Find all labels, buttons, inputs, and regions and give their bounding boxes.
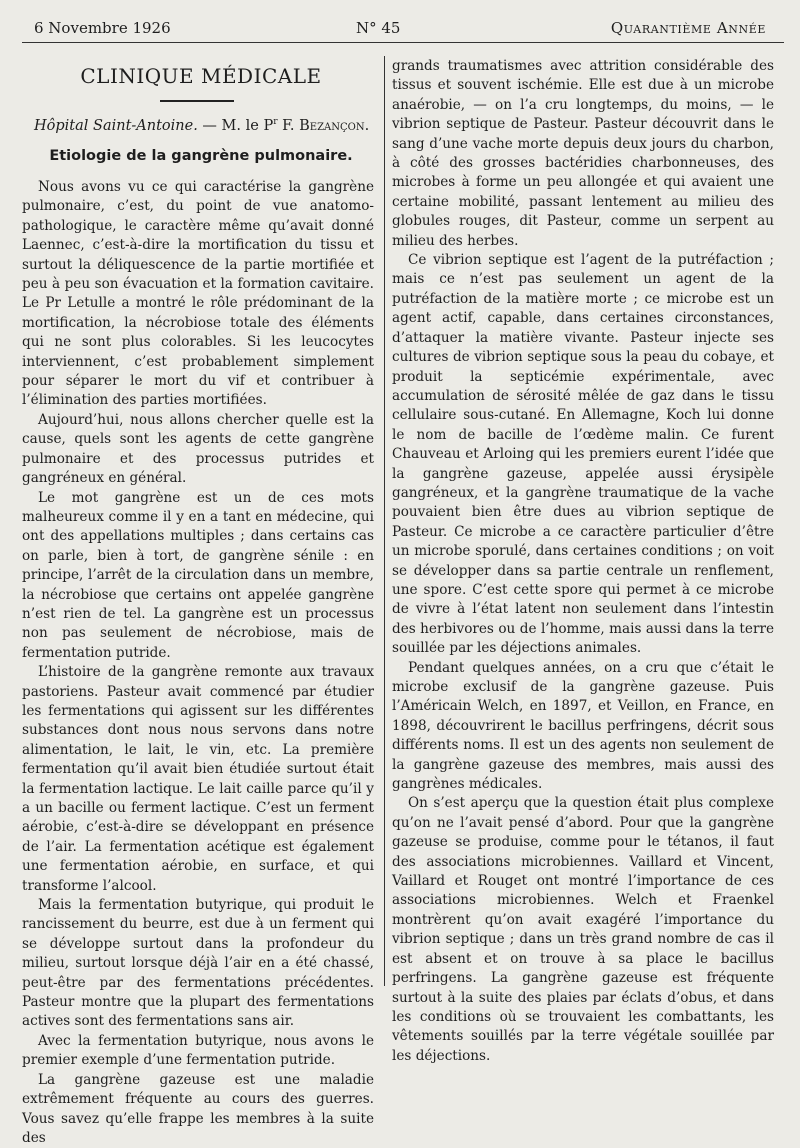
paragraph: Avec la fermentation butyrique, nous avons le premier exemple d’une fermentation putride.	[22, 1032, 374, 1069]
column-divider	[384, 56, 385, 986]
header-issue-number: N° 45	[356, 19, 401, 37]
paragraph: La gangrène gazeuse est une maladie extrêmement fréquente au cours des guerres. Vous savez qu’elle frappe les membres à la suite des	[22, 1071, 374, 1146]
paragraph: Nous avons vu ce qui caractérise la gangrène pulmonaire, c’est, du point de vue anatomo-pathologique, le caractère même qu’avait donné Laennec, c’est-à-dire la mortification du tissu et surtout la déliquescence de la partie mortifiée et peu à peu son évacuation et la formation cavitaire. Le Pr Letulle a montré le rôle prédominant de la mortification, la nécrobiose totale des éléments qui ne sont plus colorables. Si les leucocytes interviennent, c’est probablement simplement pour séparer le mort du vif et contribuer à l’élimination des parties mortifiées.	[22, 179, 374, 409]
paragraph: grands traumatismes avec attrition considérable des tissus et souvent ischémie. Elle est due à un microbe anaérobie, — on l’a cru longtemps, du moins, — le vibrion septique de Pasteur. Pasteur découvrit dans le sang d’une vache morte depuis deux jours du charbon, à côté des grosses bactéridies charbonneuses, des microbes à forme un peu allongée et qui avaient une certaine mobilité, passant lentement au milieu des globules rouges, dit Pasteur, comme un serpent au milieu des herbes.	[392, 58, 774, 249]
page-header	[0, 14, 800, 44]
byline-title-sup: r	[273, 117, 278, 127]
header-year: Quarantième Année	[610, 19, 766, 37]
paragraph: On s’est aperçu que la question était plus complexe qu’on ne l’avait pensé d’abord. Pour que la gangrène gazeuse se produise, comme pour le tétanos, il faut des associations microbiennes. Vaillard et Vincent, Vaillard et Rouget ont montré l’importance de ces associations microbiennes. Welch et Fraenkel montrèrent qu’on avait exagéré l’importance du vibrion septique ; dans un très grand nombre de cas il est absent et on trouve à sa place le bacillus perfringens. La gangrène gazeuse est fréquente surtout à la suite des plaies par éclats d’obus, et dans les conditions où se trouvaient les combattants, les vêtements souillés par la terre végétale souillée par les déjections.	[392, 795, 774, 1064]
section-title: CLINIQUE MÉDICALE	[80, 64, 322, 88]
paragraph: Mais la fermentation butyrique, qui produit le rancissement du beurre, est due à un ferment qui se développe surtout dans la profondeur du milieu, surtout lorsque déjà l’air en a été chassé, peut-être par des fermentations précédentes. Pasteur montre que la plupart des fermentations actives sont des fermentations sans air.	[22, 897, 374, 1030]
paragraph: Ce vibrion septique est l’agent de la putréfaction ; mais ce n’est pas seulement un agent de la putréfaction de la matière morte ; ce microbe est un agent actif, capable, dans certaines circonstances, d’attaquer la matière vivante. Pasteur injecte ses cultures de vibrion septique sous la peau du cobaye, et produit la septicémie expérimentale, avec accumulation de sérosité mêlée de gaz dans le tissu cellulaire sous-cutané. En Allemagne, Koch lui donne le nom de bacille de l’œdème malin. Ce furent Chauveau et Arloing qui les premiers eurent l’idée que la gangrène gazeuse, appelée aussi érysipèle gangréneux, et la gangrène traumatique de la vache pouvaient bien être dues au vibrion septique de Pasteur. Ce microbe a ce caractère particulier d’être un microbe sporulé, dans certaines conditions ; on voit se développer dans sa partie centrale un renflement, une spore. C’est cette spore qui permet à ce microbe de vivre à l’état latent non seulement dans l’intestin des herbivores ou de l’homme, mais aussi dans la terre souillée par les déjections animales.	[392, 252, 774, 657]
right-column	[392, 57, 774, 1066]
byline-prefix: — M. le P	[197, 117, 274, 134]
header-rule	[22, 42, 784, 43]
byline	[34, 117, 369, 134]
title-underline	[160, 100, 234, 102]
paragraph: Pendant quelques années, on a cru que c’était le microbe exclusif de la gangrène gazeuse. Puis l’Américain Welch, en 1897, et Veillon, en France, en 1898, découvrirent le bacillus perfringens, décrit sous différents noms. Il est un des agents non seulement de la gangrène gazeuse des membres, mais aussi des gangrènes médicales.	[392, 659, 774, 793]
byline-author: F. Bezançon.	[277, 117, 370, 134]
header-date: 6 Novembre 1926	[34, 19, 171, 37]
paragraph: Le mot gangrène est un de ces mots malheureux comme il y en a tant en médecine, qui ont des appellations multiples ; dans certains cas on parle, bien à tort, de gangrène sénile : en principe, l’arrêt de la circulation dans un membre, la nécrobiose que certains ont appelée gangrène n’est rien de tel. La gangrène est un processus non pas seulement de nécrobiose, mais de fermentation putride.	[22, 489, 374, 661]
article-subtitle: Etiologie de la gangrène pulmonaire.	[49, 148, 353, 164]
left-column	[22, 178, 374, 1148]
paragraph: Aujourd’hui, nous allons chercher quelle est la cause, quels sont les agents de cette gangrène pulmonaire et des processus putrides et gangréneux en général.	[22, 411, 374, 487]
paragraph: L’histoire de la gangrène remonte aux travaux pastoriens. Pasteur avait commencé par étudier les fermentations qui agissent sur les différentes substances dont nous nous servons dans notre alimentation, le lait, le vin, etc. La première fermentation qu’il avait bien étudiée surtout était la fermentation lactique. Le lait caille parce qu’il y a un bacille ou ferment lactique. C’est un ferment aérobie, c’est-à-dire se développant en présence de l’air. La fermentation acétique est également une fermentation aérobie, en surface, et qui transforme l’alcool.	[22, 664, 374, 894]
byline-place: Hôpital Saint-Antoine.	[34, 117, 198, 134]
